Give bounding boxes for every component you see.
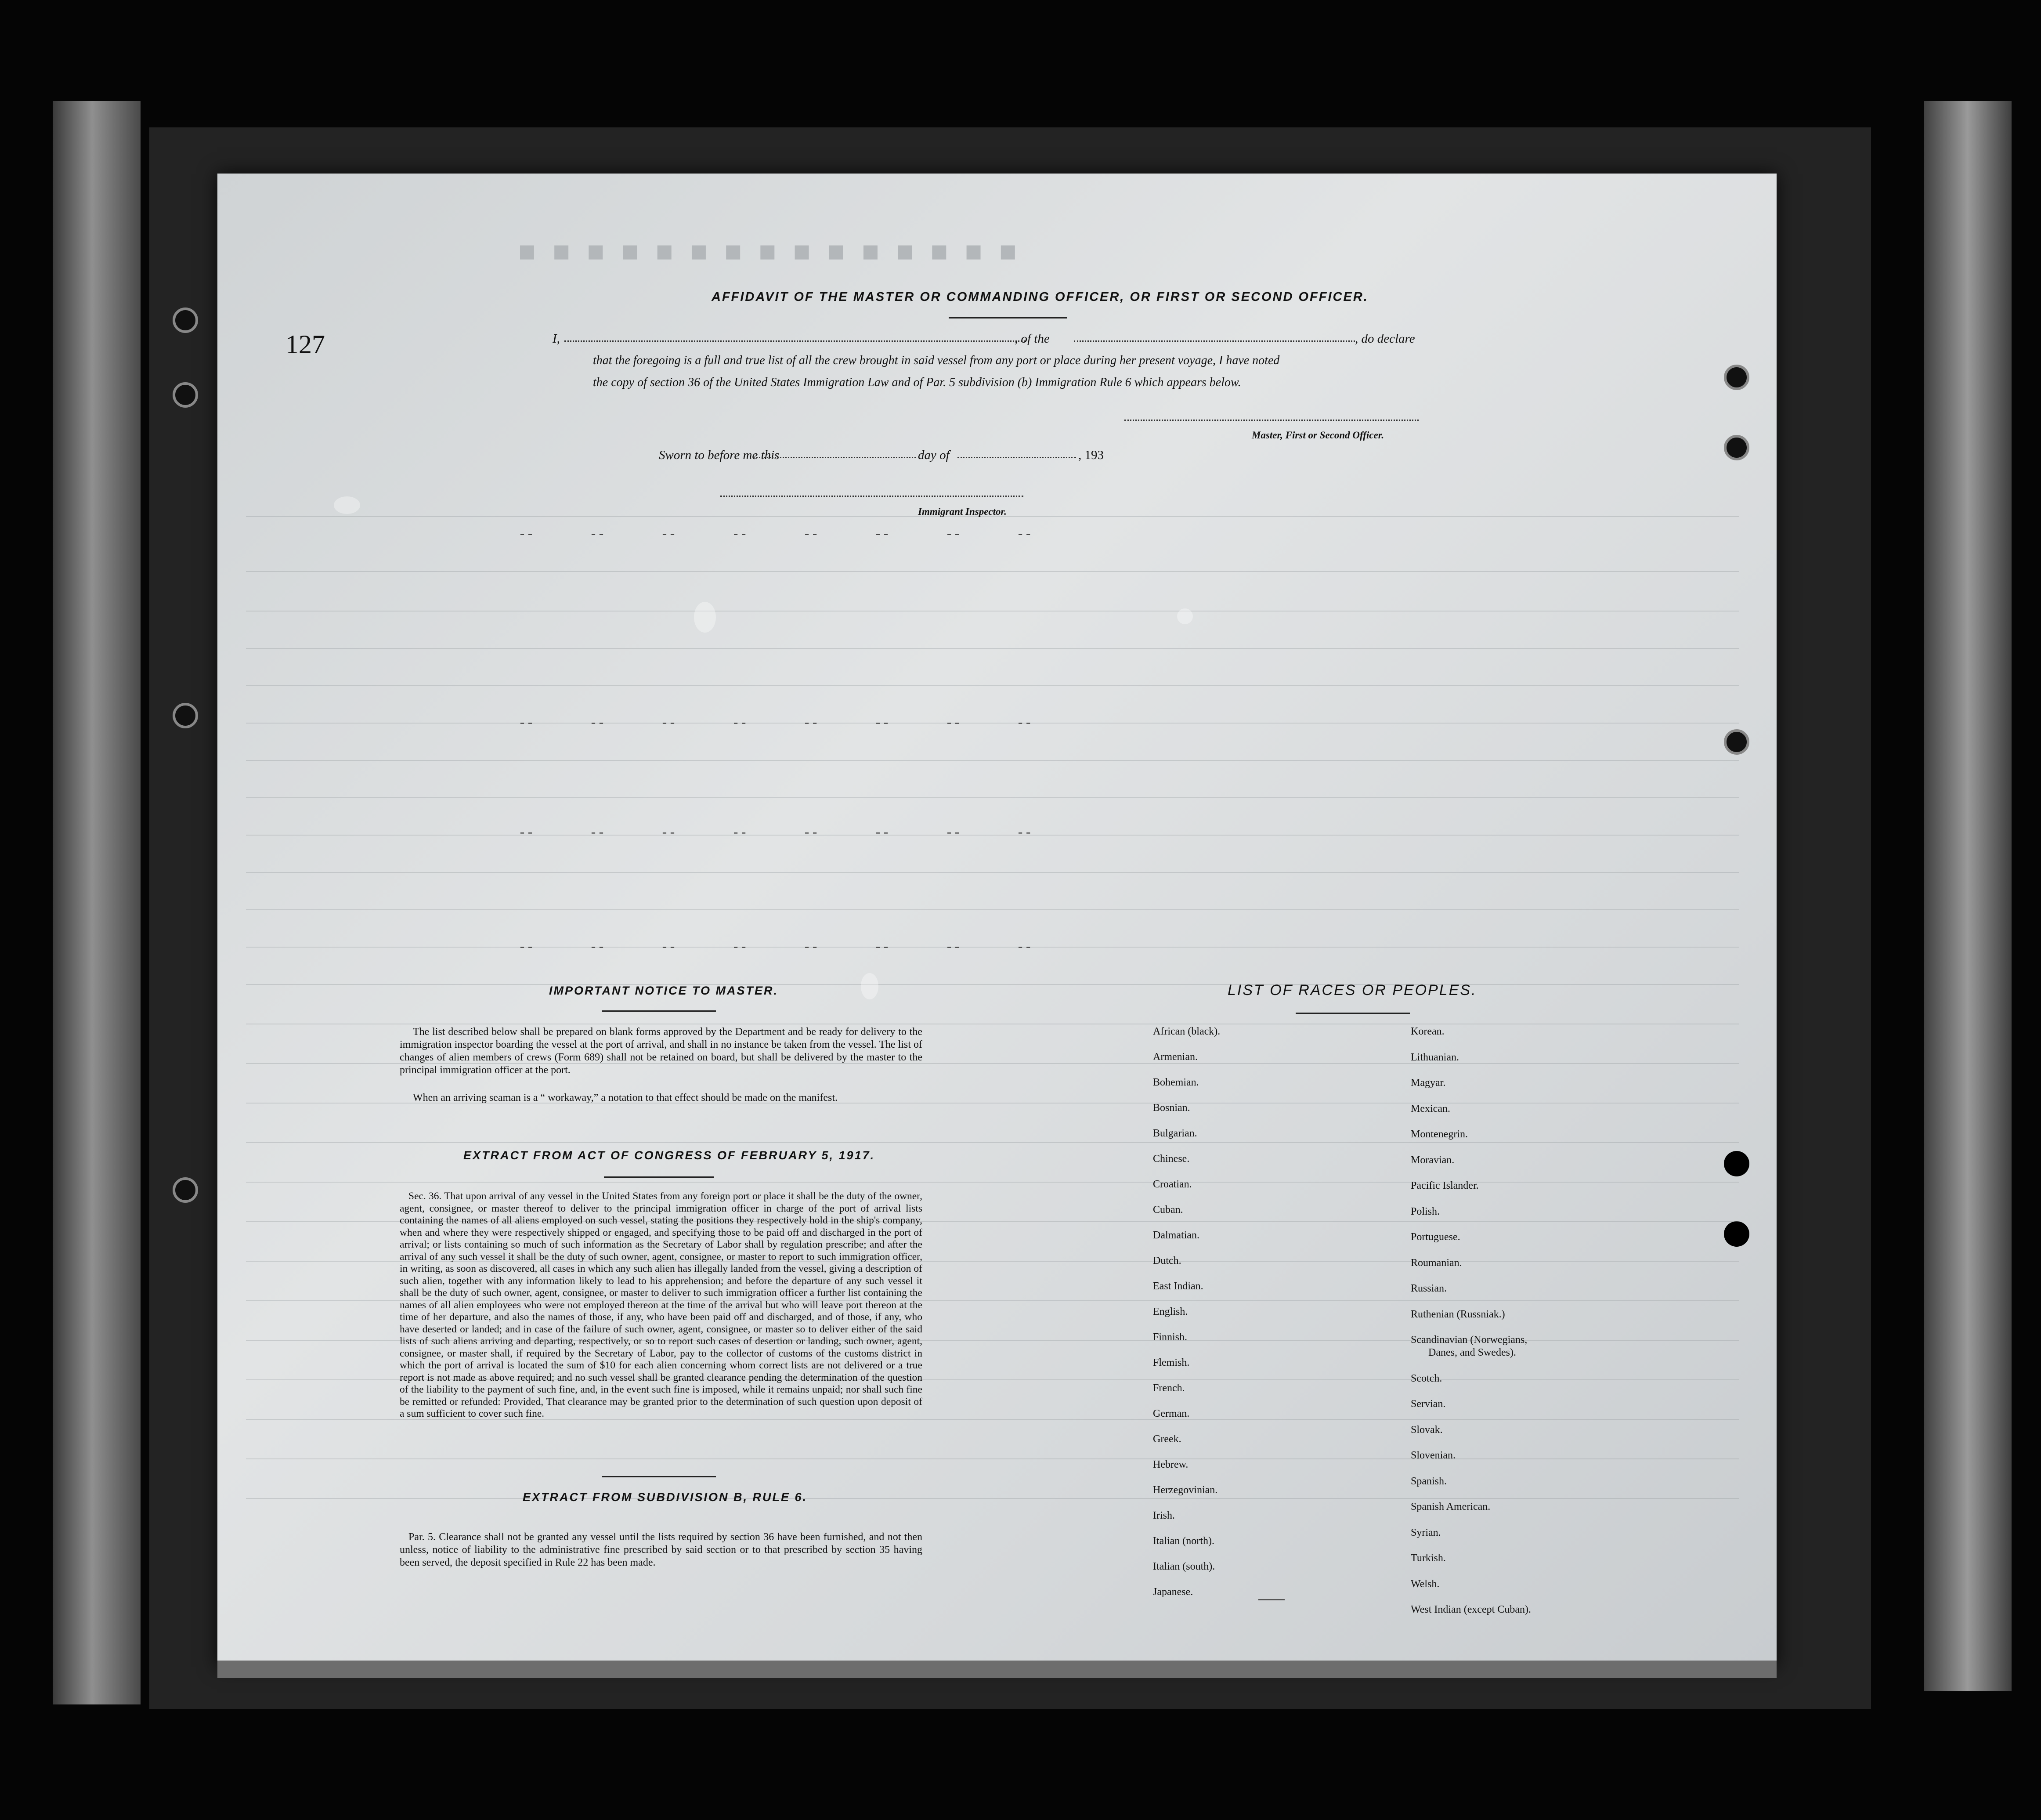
notice-paragraph-2: When an arriving seaman is a “ workaway,” a notation to that effect should be made on the manifest. xyxy=(413,1092,838,1104)
ghost-row-line xyxy=(246,872,1739,873)
race-item: Bulgarian. xyxy=(1153,1128,1197,1139)
race-item: Slovenian. xyxy=(1411,1450,1456,1461)
film-speck xyxy=(694,602,716,633)
master-name-field[interactable] xyxy=(564,340,1026,342)
punch-hole xyxy=(1724,1221,1749,1247)
race-item: Croatian. xyxy=(1153,1179,1192,1190)
race-item: Roumanian. xyxy=(1411,1257,1462,1269)
column-dashes: -- -- -- -- -- -- -- -- xyxy=(518,716,1033,731)
race-item: Flemish. xyxy=(1153,1357,1190,1368)
races-title: LIST OF RACES OR PEOPLES. xyxy=(1228,982,1477,999)
ghost-row-line xyxy=(246,571,1739,572)
race-item: Welsh. xyxy=(1411,1578,1440,1590)
title-rule xyxy=(949,317,1067,318)
race-item: French. xyxy=(1153,1382,1185,1394)
affidavit-title: AFFIDAVIT OF THE MASTER OR COMMANDING OFFICER, OR FIRST OR SECOND OFFICER. xyxy=(712,290,1369,304)
affidavit-line-3: the copy of section 36 of the United States Immigration Law and of Par. 5 subdivision (b) Immigration Rule 6 which appears below. xyxy=(593,376,1241,389)
notice-title: IMPORTANT NOTICE TO MASTER. xyxy=(549,984,779,997)
page-shadow xyxy=(217,1661,1777,1678)
race-item: Syrian. xyxy=(1411,1527,1441,1538)
notice-paragraph-1: The list described below shall be prepared on blank forms approved by the Department and be ready for delivery to the immigration inspector boarding the vessel at the port of arrival, and shall in no instance be taken from the vessel. The list of changes of alien members of crews (Form 689) shall not be retained on board, but shall be delivered by the master to the principal immigration officer at the port. xyxy=(400,1026,922,1076)
vessel-name-field[interactable] xyxy=(1074,340,1355,342)
race-item: Korean. xyxy=(1411,1026,1445,1037)
column-dashes: -- -- -- -- -- -- -- -- xyxy=(518,826,1033,841)
race-item: Slovak. xyxy=(1411,1424,1443,1436)
race-item: Greek. xyxy=(1153,1433,1181,1445)
affidavit-do-declare: , do declare xyxy=(1355,332,1415,346)
punch-hole xyxy=(1724,729,1749,755)
film-speck xyxy=(1177,608,1193,624)
ghost-row-line xyxy=(246,909,1739,910)
inspector-signature-field[interactable] xyxy=(720,496,1023,497)
year-label: , 193 xyxy=(1078,448,1104,462)
race-item: Magyar. xyxy=(1411,1077,1446,1089)
race-item: German. xyxy=(1153,1408,1190,1419)
race-item: Armenian. xyxy=(1153,1051,1198,1063)
race-item: West Indian (except Cuban). xyxy=(1411,1604,1531,1615)
race-item: Turkish. xyxy=(1411,1552,1446,1564)
race-item: Mexican. xyxy=(1411,1103,1450,1114)
film-speck xyxy=(861,973,878,999)
race-item: Pacific Islander. xyxy=(1411,1180,1479,1191)
race-item: Bohemian. xyxy=(1153,1077,1199,1088)
race-item: Lithuanian. xyxy=(1411,1051,1459,1063)
race-item: Montenegrin. xyxy=(1411,1129,1468,1140)
film-speck xyxy=(334,496,360,514)
race-item: Servian. xyxy=(1411,1398,1446,1410)
column-dashes: -- -- -- -- -- -- -- -- xyxy=(518,940,1033,955)
right-binder-rail xyxy=(1924,101,2012,1691)
punch-hole xyxy=(173,382,198,408)
column-dashes: -- -- -- -- -- -- -- -- xyxy=(518,527,1033,542)
race-item: Japanese. xyxy=(1153,1586,1193,1598)
manifest-page xyxy=(217,174,1777,1667)
page-number: 127 xyxy=(285,330,325,359)
ghost-row-line xyxy=(246,760,1739,761)
race-item: Spanish American. xyxy=(1411,1501,1491,1512)
sworn-day-field[interactable] xyxy=(753,457,916,458)
punch-hole xyxy=(1724,435,1749,460)
ghost-row-line xyxy=(246,984,1739,985)
affidavit-line-2: that the foregoing is a full and true list of all the crew brought in said vessel from any port or place during her present voyage, I have noted xyxy=(593,354,1280,367)
race-item: Italian (north). xyxy=(1153,1535,1214,1547)
ghost-row-line xyxy=(246,1182,1739,1183)
race-item: Scandinavian (Norwegians, xyxy=(1411,1334,1528,1346)
bleed-through-title: ■ ■ ■ ■ ■ ■ ■ ■ ■ ■ ■ ■ ■ ■ ■ xyxy=(514,238,1017,270)
race-item: English. xyxy=(1153,1306,1188,1317)
race-item: Finnish. xyxy=(1153,1332,1188,1343)
race-item: African (black). xyxy=(1153,1026,1221,1037)
race-item: Dutch. xyxy=(1153,1255,1181,1266)
race-item: Scotch. xyxy=(1411,1372,1442,1384)
race-item: Chinese. xyxy=(1153,1153,1190,1165)
master-signature-label: Master, First or Second Officer. xyxy=(1252,430,1384,441)
notice-rule xyxy=(602,1010,716,1012)
punch-hole xyxy=(173,1177,198,1203)
extract-act-title: EXTRACT FROM ACT OF CONGRESS OF FEBRUARY 5, 1917. xyxy=(463,1149,875,1162)
day-of-label: day of xyxy=(918,448,950,462)
ghost-row-line xyxy=(246,1458,1739,1459)
punch-hole xyxy=(1724,1151,1749,1176)
master-signature-field[interactable] xyxy=(1124,420,1419,421)
race-item: Russian. xyxy=(1411,1283,1447,1294)
race-item: Moravian. xyxy=(1411,1154,1455,1166)
races-rule xyxy=(1296,1013,1410,1014)
race-item: Spanish. xyxy=(1411,1475,1447,1487)
affidavit-i-label: I, xyxy=(553,332,560,346)
race-item: Bosnian. xyxy=(1153,1102,1190,1114)
race-item: Cuban. xyxy=(1153,1204,1183,1216)
ghost-row-line xyxy=(246,797,1739,798)
race-item: East Indian. xyxy=(1153,1281,1203,1292)
race-item: Ruthenian (Russniak.) xyxy=(1411,1308,1505,1320)
extract-act-rule xyxy=(604,1176,714,1178)
race-item: Italian (south). xyxy=(1153,1561,1215,1572)
race-item: Dalmatian. xyxy=(1153,1230,1199,1241)
punch-hole xyxy=(1724,365,1749,390)
race-item: Irish. xyxy=(1153,1510,1175,1521)
affidavit-of-the-label: , of the xyxy=(1015,332,1050,346)
sworn-month-field[interactable] xyxy=(957,457,1076,458)
extract-rule-top-rule xyxy=(602,1476,716,1477)
race-item: Portuguese. xyxy=(1411,1231,1460,1243)
ghost-row-line xyxy=(246,1142,1739,1143)
ghost-row-line xyxy=(246,685,1739,686)
ghost-row-line xyxy=(246,648,1739,649)
race-item: Hebrew. xyxy=(1153,1459,1188,1470)
punch-hole xyxy=(173,703,198,728)
race-item: Danes, and Swedes). xyxy=(1428,1347,1516,1358)
extract-act-text: Sec. 36. That upon arrival of any vessel in the United States from any foreign port or place it shall be the duty of the owner, agent, consignee, or master thereof to deliver to the principal immigration officer in charge of the port of arrival lists containing the names of all aliens employed on such vessel, stating the positions they respectively hold in the ship's company, when and where they were respectively shipped or engaged, and specifying those to be paid off and discharged in the port of arrival; or lists containing so much of such information as the Secretary of Labor shall by regulation prescribe; and after the arrival of any such vessel it shall be the duty of such owner, agent, consignee, or master to report to such immigration officer, in writing, as soon as discovered, all cases in which any such alien has illegally landed from the vessel, giving a description of such alien, together with any information likely to lead to his apprehension; and before the departure of any such vessel it shall be the duty of such owner, agent, consignee, or master to deliver to such immigration officer a further list containing the names of all alien employees who were not employed thereon at the time of the arrival but who will leave port thereon at the time of her departure, and also the names of those, if any, who have been paid off and discharged, and of those, if any, who have deserted or landed; and in case of the failure of such owner, agent, consignee, or master so to deliver either of the said lists of such aliens arriving and departing, respectively, or so to report such cases of desertion or landing, such owner, agent, consignee, or master shall, if required by the Secretary of Labor, pay to the collector of customs of the customs district in which the port of arrival is located the sum of $10 for each alien concerning whom correct lists are not delivered or a true report is not made as above required; and no such vessel shall be granted clearance pending the determination of the question of the liability to the payment of such fine, and, in the event such fine is imposed, while it remains unpaid; nor shall such fine be remitted or refunded: Provided, That clearance may be granted prior to the determination of such question upon deposit of a sum sufficient to cover such fine. xyxy=(400,1190,922,1419)
extract-rule-title: EXTRACT FROM SUBDIVISION B, RULE 6. xyxy=(523,1491,808,1504)
extract-rule-text: Par. 5. Clearance shall not be granted any vessel until the lists required by section 36 have been furnished, and not then unless, notice of liability to the administrative fine prescribed by said section or to that prescribed by section 35 having been served, the deposit specified in Rule 22 has been made. xyxy=(400,1531,922,1568)
race-item: Herzegovinian. xyxy=(1153,1484,1218,1496)
sworn-label: Sworn to before me this xyxy=(659,448,780,462)
race-item: Polish. xyxy=(1411,1205,1440,1217)
punch-hole xyxy=(173,308,198,333)
ghost-row-line xyxy=(246,1498,1739,1499)
races-end-rule xyxy=(1258,1599,1285,1600)
left-binder-rail xyxy=(53,101,141,1704)
inspector-label: Immigrant Inspector. xyxy=(918,506,1007,517)
